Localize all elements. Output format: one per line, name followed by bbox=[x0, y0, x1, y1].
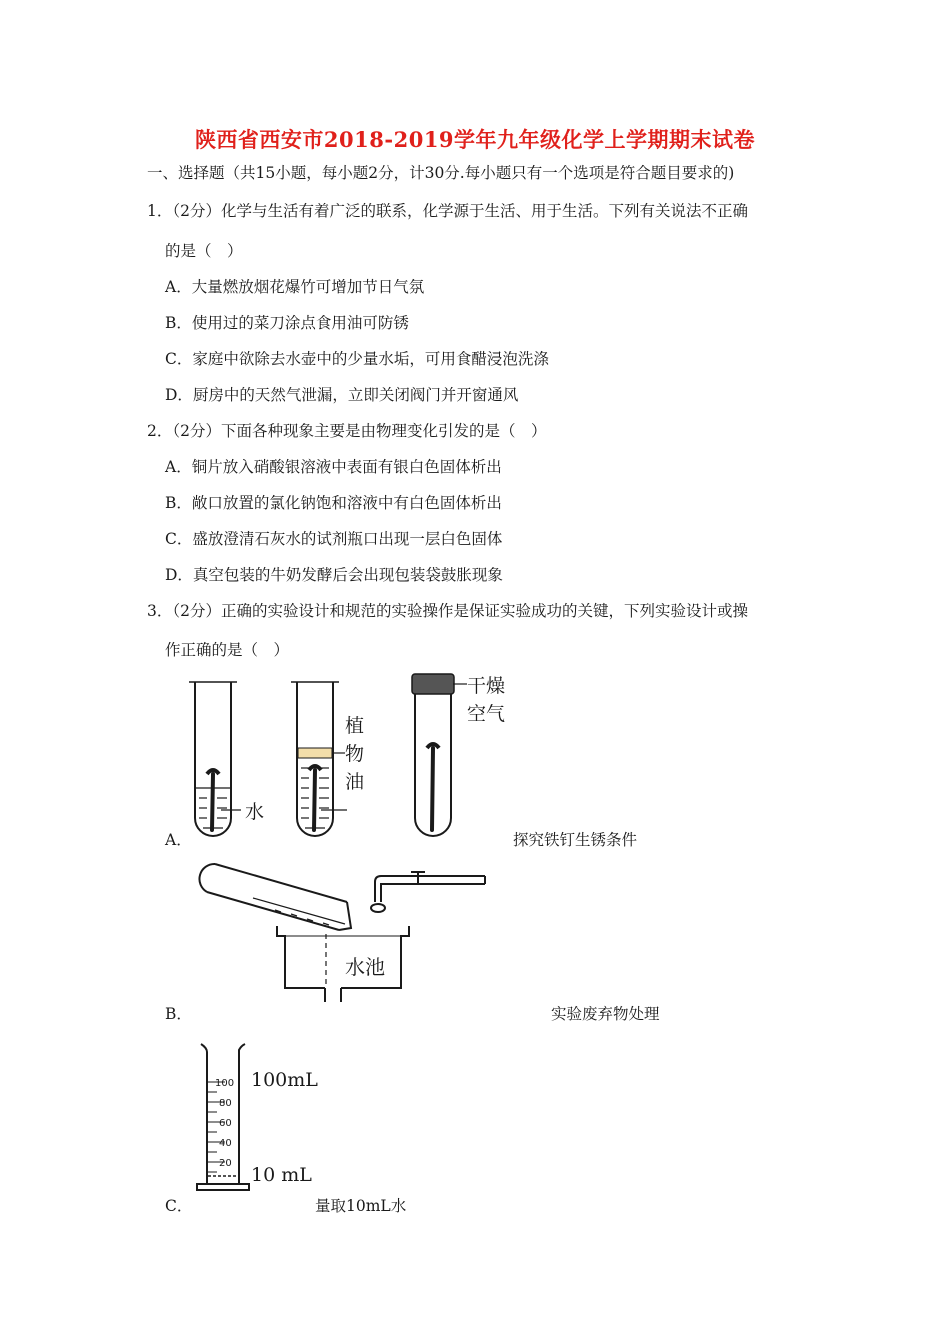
q3-stem-line2: 作正确的是（ ） bbox=[165, 641, 290, 659]
label-oil-2: 物 bbox=[345, 743, 365, 765]
label-dry-1: 干燥 bbox=[467, 675, 506, 697]
nail-2 bbox=[314, 770, 315, 830]
q3-option-b-letter[interactable]: B． bbox=[165, 1005, 192, 1023]
q3-stem-line1: 3．（2分）正确的实验设计和规范的实验操作是保证实验成功的关键，下列实验设计或操 bbox=[147, 602, 748, 620]
tilted-test-tube bbox=[199, 864, 351, 930]
label-10ml: 10 mL bbox=[251, 1164, 312, 1186]
q1-stem-line2: 的是（ ） bbox=[165, 242, 243, 260]
q1-option-c[interactable]: C．家庭中欲除去水壶中的少量水垢，可用食醋浸泡洗涤 bbox=[165, 350, 549, 368]
label-dry-2: 空气 bbox=[467, 703, 506, 725]
nail-3 bbox=[432, 748, 433, 830]
label-water: 水 bbox=[245, 801, 265, 823]
q3-option-a-caption: 探究铁钉生锈条件 bbox=[513, 831, 638, 849]
sink-basin bbox=[277, 926, 409, 1002]
q2-stem: 2．（2分）下面各种现象主要是由物理变化引发的是（ ） bbox=[147, 422, 547, 440]
q2-option-b[interactable]: B．敞口放置的氯化钠饱和溶液中有白色固体析出 bbox=[165, 494, 502, 512]
oil-layer bbox=[298, 748, 332, 758]
label-oil-1: 植 bbox=[345, 715, 365, 737]
q3-option-b-caption: 实验废弃物处理 bbox=[551, 1005, 660, 1023]
label-oil-3: 油 bbox=[345, 771, 365, 793]
faucet bbox=[371, 872, 485, 912]
q1-option-a[interactable]: A．大量燃放烟花爆竹可增加节日气氛 bbox=[165, 278, 425, 296]
tick-100: 100 bbox=[215, 1078, 235, 1089]
q1-stem-line1: 1．（2分）化学与生活有着广泛的联系，化学源于生活、用于生活。下列有关说法不正确 bbox=[147, 202, 748, 220]
q2-option-a[interactable]: A．铜片放入硝酸银溶液中表面有银白色固体析出 bbox=[165, 458, 502, 476]
figure-c-measuring-cylinder bbox=[195, 1040, 355, 1200]
tick-20: 20 bbox=[219, 1158, 232, 1169]
figure-a-nail-rust bbox=[185, 670, 525, 850]
tick-60: 60 bbox=[219, 1118, 232, 1129]
q1-option-d[interactable]: D．厨房中的天然气泄漏，立即关闭阀门并开窗通风 bbox=[165, 386, 519, 404]
tick-40: 40 bbox=[219, 1138, 232, 1149]
page-title: 陕西省西安市2018-2019学年九年级化学上学期期末试卷 bbox=[194, 127, 756, 152]
label-100ml: 100mL bbox=[251, 1069, 318, 1091]
stopper bbox=[412, 674, 454, 694]
figure-b-waste-disposal bbox=[195, 858, 495, 1008]
q3-option-c-letter[interactable]: C． bbox=[165, 1197, 193, 1215]
q1-option-b[interactable]: B．使用过的菜刀涂点食用油可防锈 bbox=[165, 314, 409, 332]
label-sink: 水池 bbox=[345, 955, 385, 979]
q3-option-a-letter[interactable]: A． bbox=[165, 831, 192, 849]
nail-1 bbox=[212, 774, 213, 830]
q3-option-c-caption: 量取10mL水 bbox=[315, 1197, 407, 1215]
q2-option-c[interactable]: C．盛放澄清石灰水的试剂瓶口出现一层白色固体 bbox=[165, 530, 503, 548]
q2-option-d[interactable]: D．真空包装的牛奶发酵后会出现包装袋鼓胀现象 bbox=[165, 566, 503, 584]
tick-80: 80 bbox=[219, 1098, 232, 1109]
section-heading: 一、选择题（共15小题，每小题2分，计30分.每小题只有一个选项是符合题目要求的) bbox=[147, 164, 735, 182]
